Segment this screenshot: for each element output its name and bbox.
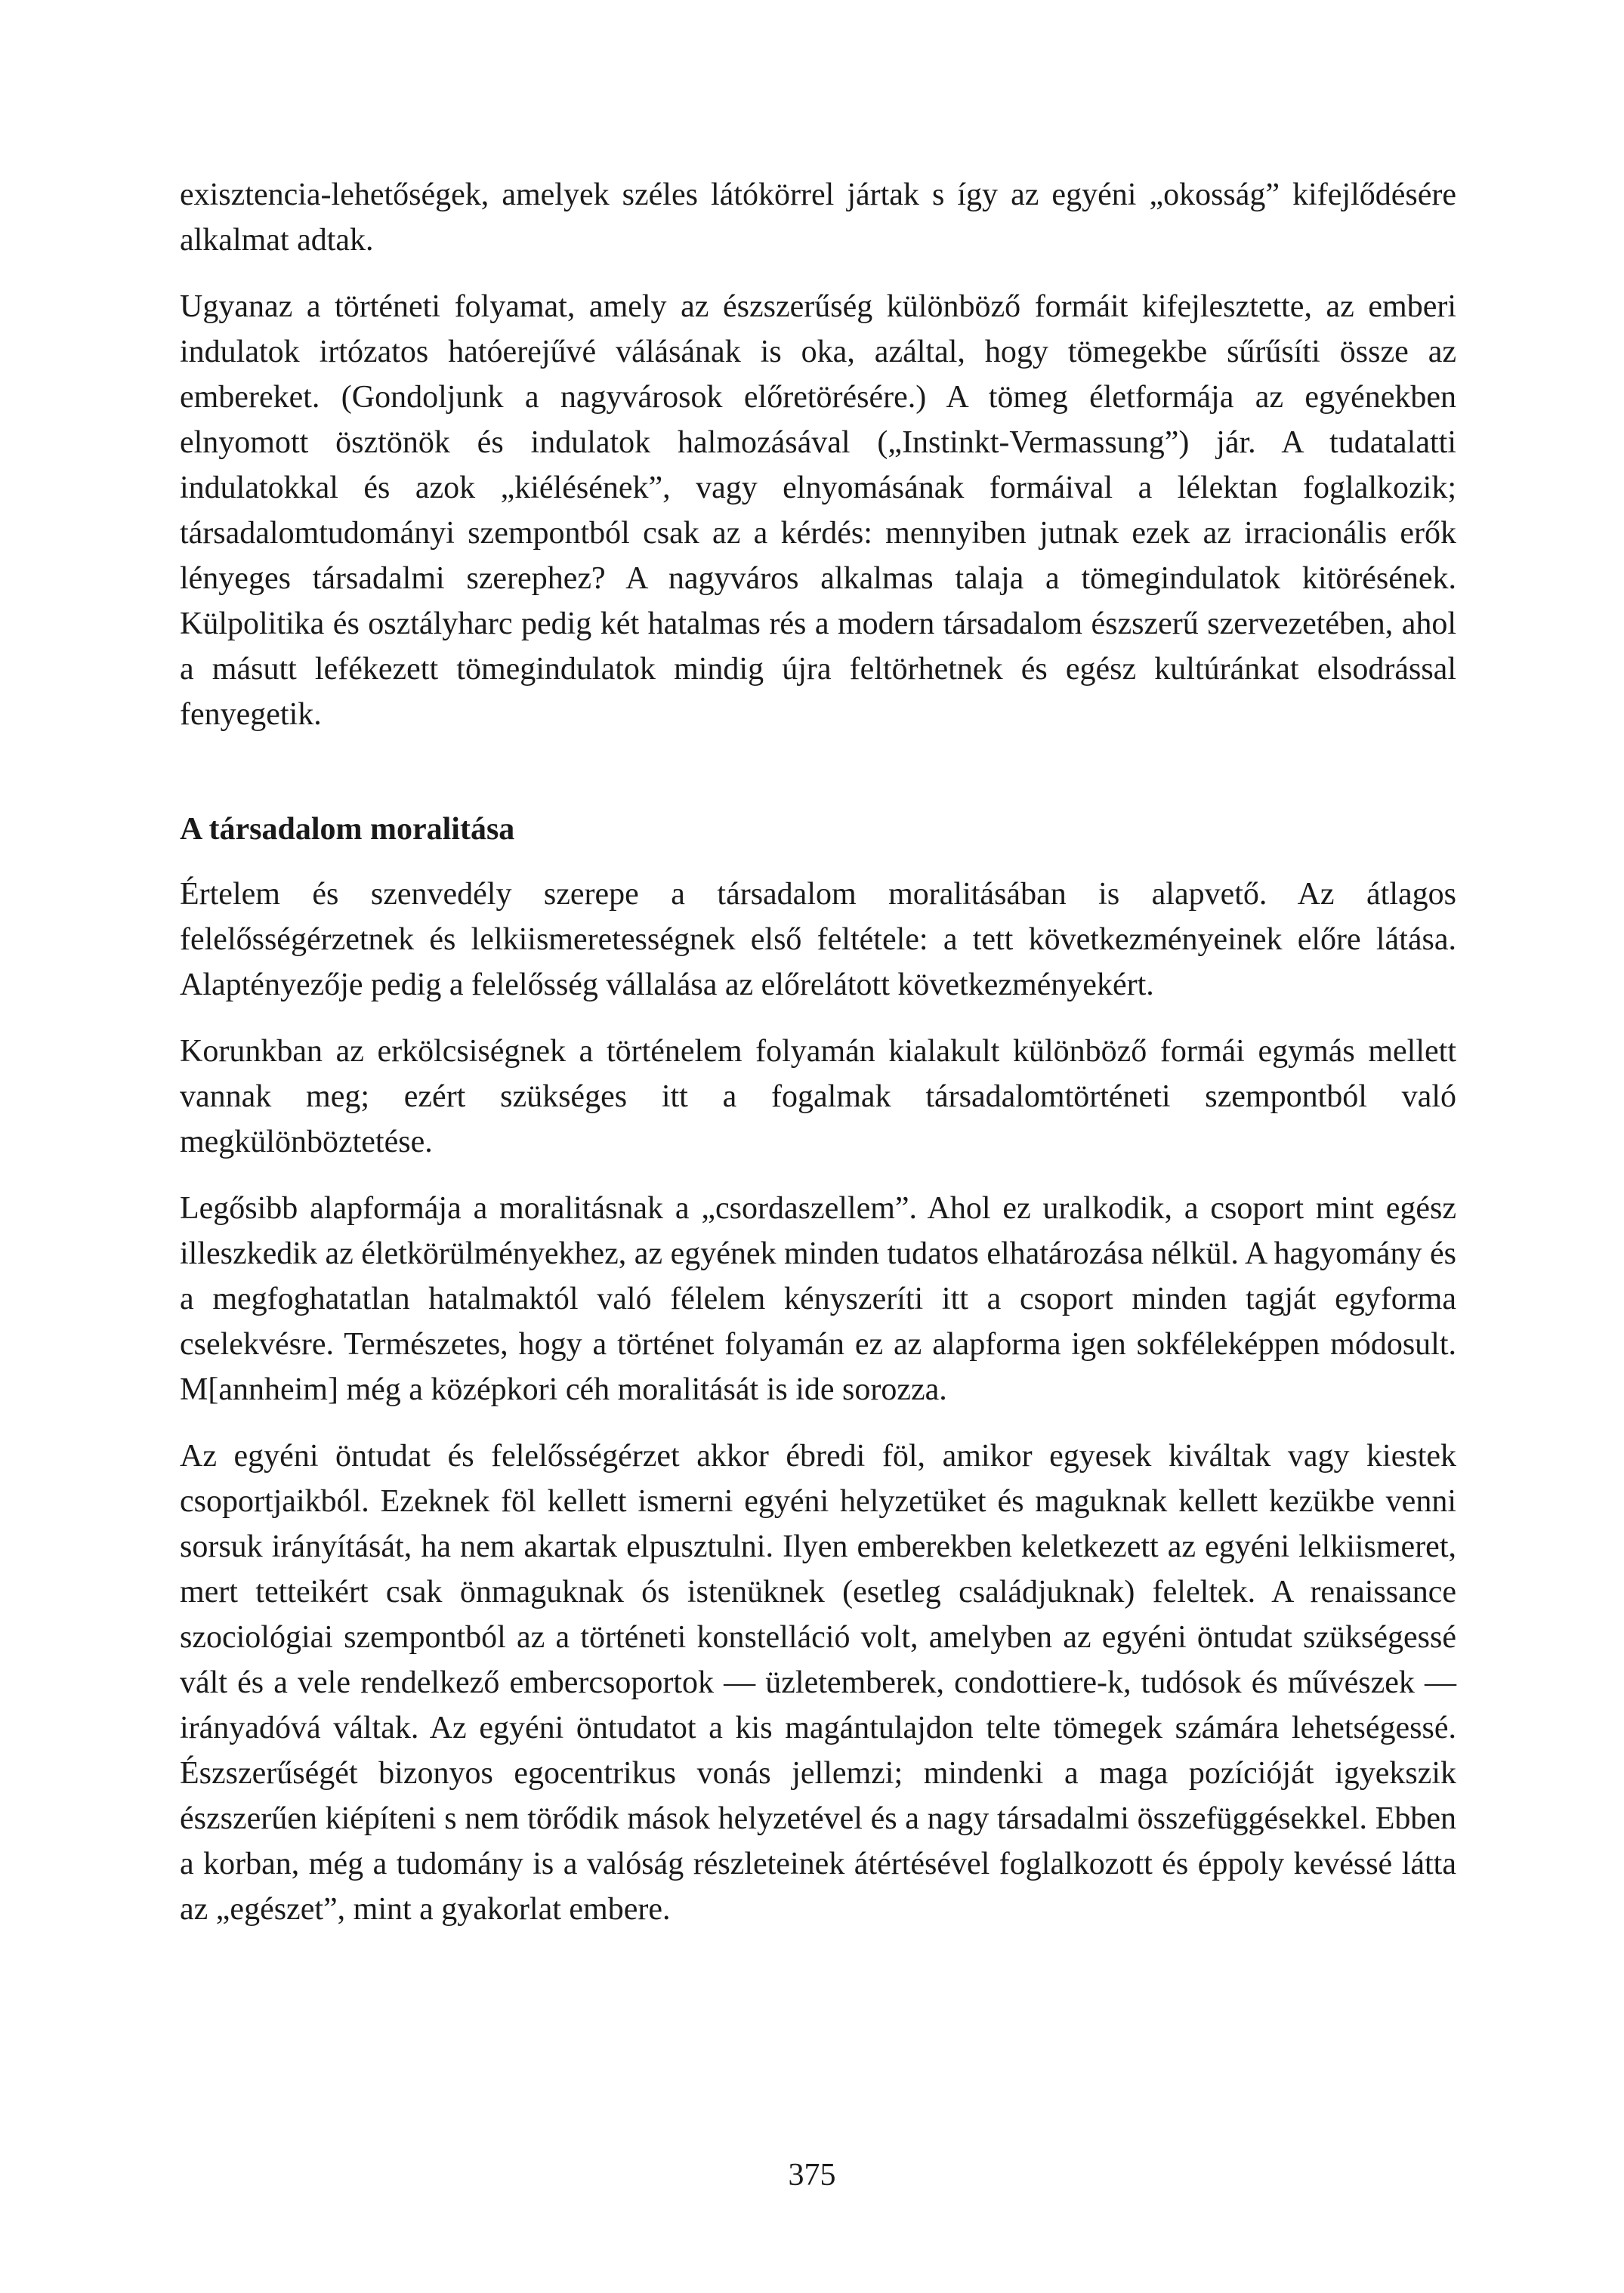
page-number: 375: [788, 2158, 836, 2193]
section-heading: A társadalom moralitása: [180, 812, 515, 847]
paragraph-6: Az egyéni öntudat és felelősségérzet akkor ébredi föl, amikor egyesek kiváltak vagy kiestek csoportjaikból. Ezeknek föl kellett ismerni egyéni helyzetüket és maguknak kellett kezükbe venni sorsuk irányítását, ha nem akartak elpusztulni. Ilyen emberekben keletkezett az egyéni lelkiismeret, mert tetteikért csak önmaguknak ós istenüknek (esetleg családjuknak) feleltek. A renaissance szociológiai szempontból az a történeti konstelláció volt, amelyben az egyéni öntudat szükségessé vált és a vele rendelkező embercsoportok — üzletemberek, condottiere-k, tudósok és művészek — irányadóvá váltak. Az egyéni öntudatot a kis magántulajdon telte tömegek számára lehetségessé. Észszerűségét bizonyos egocentrikus vonás jellemzi; mindenki a maga pozícióját igyekszik észszerűen kiépíteni s nem törődik mások helyzetével és a nagy társadalmi összefüggésekkel. Ebben a korban, még a tudomány is a valóság részleteinek átértésével foglalkozott és éppoly kevéssé látta az „egészet”, mint a gyakorlat embere.: [180, 1439, 1456, 1927]
paragraph-5: Legősibb alapformája a moralitásnak a „csordaszellem”. Ahol ez uralkodik, a csoport mint egész illeszkedik az életkörülményekhez, az egyének minden tudatos elhatározása nélkül. A hagyomány és a megfoghatatlan hatalmaktól való félelem kényszeríti itt a csoport minden tagját egyforma cselekvésre. Természetes, hogy a történet folyamán ez az alapforma igen sokféleképpen módosult. M[annheim] még a középkori céh moralitását is ide sorozza.: [180, 1191, 1456, 1407]
paragraph-2: Ugyanaz a történeti folyamat, amely az észszerűség különböző formáit kifejlesztette, az emberi indulatok irtózatos hatóerejűvé válásának is oka, azáltal, hogy tömegekbe sűrűsíti össze az embereket. (Gondoljunk a nagyvárosok előretörésére.) A tömeg életformája az egyénekben elnyomott ösztönök és indulatok halmozásával („Instinkt-Vermassung”) jár. A tudatalatti indulatokkal és azok „kiélésének”, vagy elnyomásának formáival a lélektan foglalkozik; társadalomtudományi szempontból csak az a kérdés: mennyiben jutnak ezek az irracionális erők lényeges társadalmi szerephez? A nagyváros alkalmas talaja a tömegindulatok kitörésének. Külpolitika és osztályharc pedig két hatalmas rés a modern társadalom észszerű szervezetében, ahol a másutt lefékezett tömegindulatok mindig újra feltörhetnek és egész kultúránkat elsodrással fenyegetik.: [180, 289, 1456, 732]
page-body: [180, 172, 1456, 1953]
paragraph-3: Értelem és szenvedély szerepe a társadalom moralitásában is alapvető. Az átlagos felelősségérzetnek és lelkiismeretességnek első feltétele: a tett következményeinek előre látása. Alaptényezője pedig a felelősség vállalása az előrelátott következményekért.: [180, 877, 1456, 1002]
paragraph-1: exisztencia-lehetőségek, amelyek széles látókörrel jártak s így az egyéni „okosság” kifejlődésére alkalmat adtak.: [180, 177, 1456, 258]
paragraph-4: Korunkban az erkölcsiségnek a történelem folyamán kialakult különböző formái egymás mellett vannak meg; ezért szükséges itt a fogalmak társadalomtörténeti szempontból való megkülönböztetése.: [180, 1034, 1456, 1159]
